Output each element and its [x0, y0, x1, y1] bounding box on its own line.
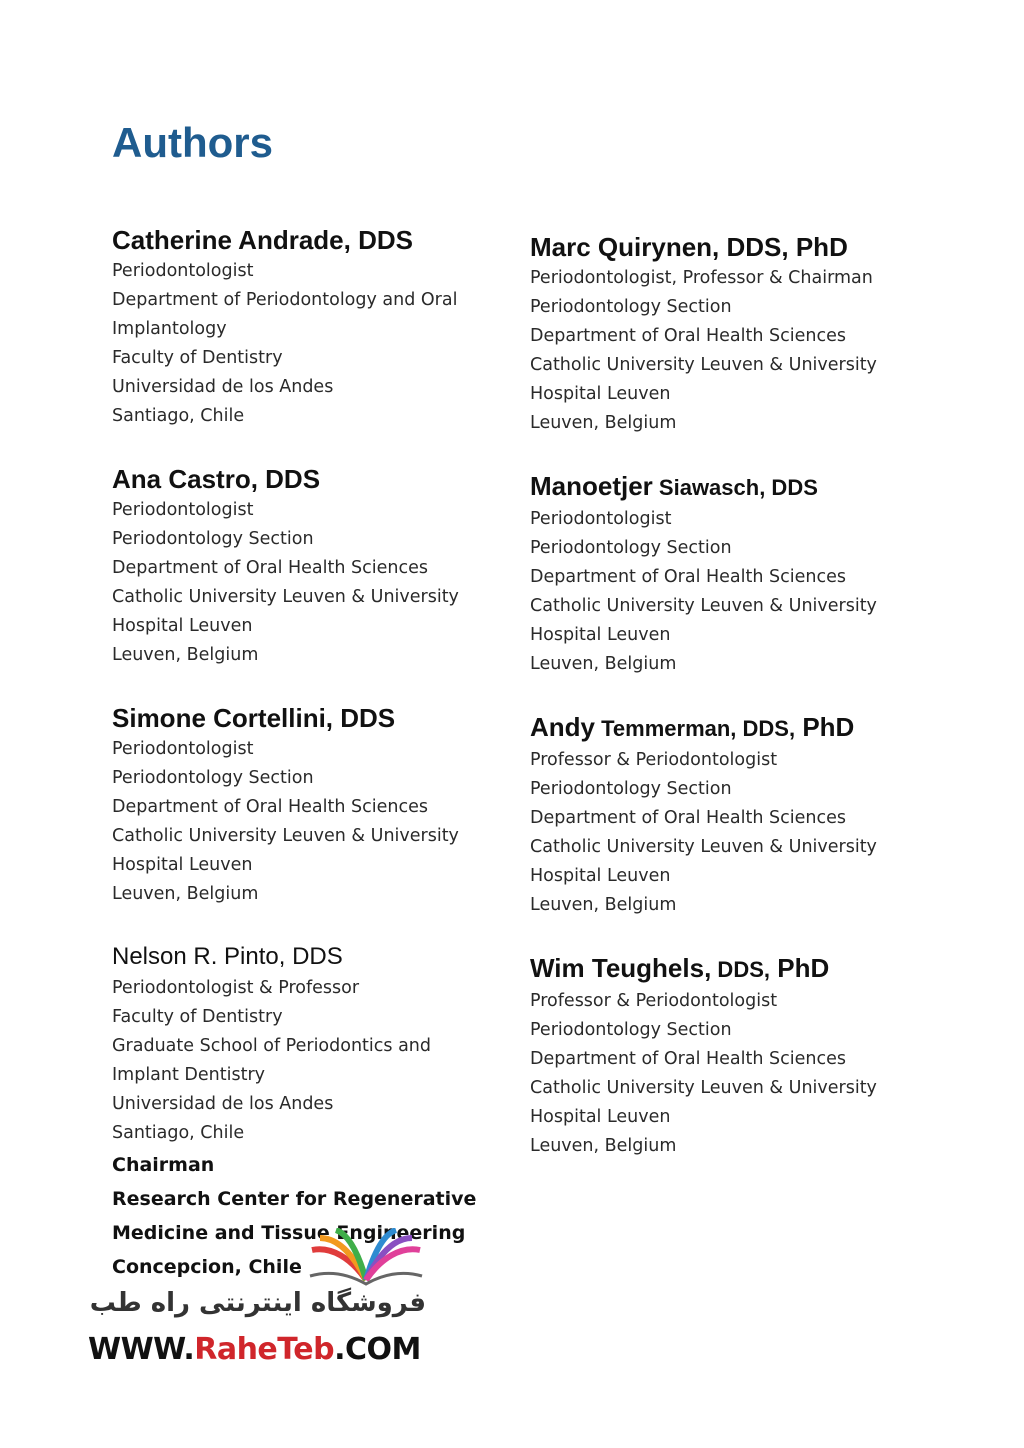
author-name-main: Marc Quirynen, DDS, PhD [530, 232, 848, 262]
affiliation-line: Catholic University Leuven & University [530, 596, 877, 616]
authors-right-column [530, 230, 930, 1192]
author-entry [112, 462, 512, 670]
affiliation-line: Periodontologist [112, 500, 254, 520]
affiliation-bold-line: Concepcion, Chile [112, 1256, 302, 1278]
author-name: Ana Castro, DDS [112, 464, 321, 494]
affiliation-line: Universidad de los Andes [112, 1094, 334, 1114]
affiliation-line: Periodontologist [112, 261, 254, 281]
affiliation-line: Universidad de los Andes [112, 377, 334, 397]
affiliation-line: Hospital Leuven [112, 616, 253, 636]
author-name-rest: Temmerman, DDS, [595, 716, 796, 741]
affiliation-line: Leuven, Belgium [530, 895, 677, 915]
affiliation-line: Faculty of Dentistry [112, 348, 283, 368]
affiliation-line: Catholic University Leuven & University [530, 355, 877, 375]
author-name-main: Andy [530, 712, 595, 742]
affiliation-line: Professor & Periodontologist [530, 750, 778, 770]
affiliation-line: Periodontology Section [112, 768, 314, 788]
affiliation-line: Santiago, Chile [112, 406, 245, 426]
authors-left-column [112, 223, 512, 1315]
affiliation-bold-line: Chairman [112, 1154, 215, 1176]
author-entry [530, 951, 930, 1161]
affiliation-line: Hospital Leuven [530, 866, 671, 886]
watermark-url [88, 1332, 421, 1367]
affiliation-line: Professor & Periodontologist [530, 991, 778, 1011]
affiliation-line: Department of Oral Health Sciences [530, 567, 846, 587]
affiliation-line: Periodontologist [112, 739, 254, 759]
affiliation-line: Periodontology Section [530, 1020, 732, 1040]
author-name [530, 710, 930, 746]
watermark-persian-text: فروشگاه اینترنتی راه طب [89, 1288, 426, 1318]
author-name-tail: PhD [795, 712, 855, 742]
affiliation-line: Leuven, Belgium [112, 884, 259, 904]
author-name-main: Manoetjer [530, 471, 653, 501]
affiliation-line: Department of Oral Health Sciences [112, 558, 428, 578]
author-name [530, 469, 930, 505]
author-entry [530, 710, 930, 920]
affiliation-line: Periodontology Section [112, 529, 314, 549]
affiliation-line: Periodontologist & Professor [112, 978, 360, 998]
affiliation-line: Periodontologist [530, 509, 672, 529]
affiliation-line: Implantology [112, 319, 227, 339]
watermark-url-suffix: .COM [334, 1332, 421, 1367]
author-name-main: Wim Teughels, [530, 953, 712, 983]
affiliation-line: Periodontologist, Professor & Chairman [530, 268, 873, 288]
author-name-rest: Siawasch, DDS [652, 475, 818, 500]
author-name [530, 951, 930, 987]
page-title: Authors [112, 119, 273, 166]
author-name: Simone Cortellini, DDS [112, 703, 396, 733]
affiliation-line: Leuven, Belgium [530, 1136, 677, 1156]
author-name: Catherine Andrade, DDS [112, 225, 413, 255]
affiliation-line: Periodontology Section [530, 779, 732, 799]
affiliation-line: Department of Oral Health Sciences [112, 797, 428, 817]
affiliation-line: Hospital Leuven [112, 855, 253, 875]
affiliation-line: Department of Oral Health Sciences [530, 326, 846, 346]
affiliation-line: Catholic University Leuven & University [530, 837, 877, 857]
affiliation-line: Catholic University Leuven & University [112, 826, 459, 846]
affiliation-line: Implant Dentistry [112, 1065, 266, 1085]
affiliation-line: Periodontology Section [530, 297, 732, 317]
author-name [530, 230, 930, 264]
watermark-url-brand: RaheTeb [194, 1332, 335, 1367]
affiliation-line: Department of Oral Health Sciences [530, 808, 846, 828]
affiliation-line: Hospital Leuven [530, 384, 671, 404]
author-entry [530, 230, 930, 438]
affiliation-line: Hospital Leuven [530, 1107, 671, 1127]
affiliation-line: Catholic University Leuven & University [530, 1078, 877, 1098]
author-name-rest: DDS, [711, 957, 770, 982]
affiliation-line: Hospital Leuven [530, 625, 671, 645]
affiliation-bold-line: Research Center for Regenerative [112, 1188, 477, 1210]
affiliation-line: Leuven, Belgium [530, 654, 677, 674]
author-entry [112, 701, 512, 909]
affiliation-line: Santiago, Chile [112, 1123, 245, 1143]
affiliation-line: Leuven, Belgium [112, 645, 259, 665]
affiliation-line: Periodontology Section [530, 538, 732, 558]
affiliation-line: Catholic University Leuven & University [112, 587, 459, 607]
affiliation-line: Faculty of Dentistry [112, 1007, 283, 1027]
affiliation-line: Department of Periodontology and Oral [112, 290, 458, 310]
affiliation-line: Department of Oral Health Sciences [530, 1049, 846, 1069]
affiliation-line: Leuven, Belgium [530, 413, 677, 433]
watermark-logo [86, 1228, 436, 1368]
affiliation-line: Graduate School of Periodontics and [112, 1036, 431, 1056]
watermark-url-prefix: WWW. [88, 1332, 195, 1367]
author-name-tail: PhD [770, 953, 830, 983]
author-name: Nelson R. Pinto, DDS [112, 943, 343, 970]
open-book-rainbow-icon [306, 1228, 426, 1288]
author-entry [112, 223, 512, 431]
author-entry [530, 469, 930, 679]
affiliation-bold-line: Medicine and Tissue Engineering [112, 1222, 466, 1244]
